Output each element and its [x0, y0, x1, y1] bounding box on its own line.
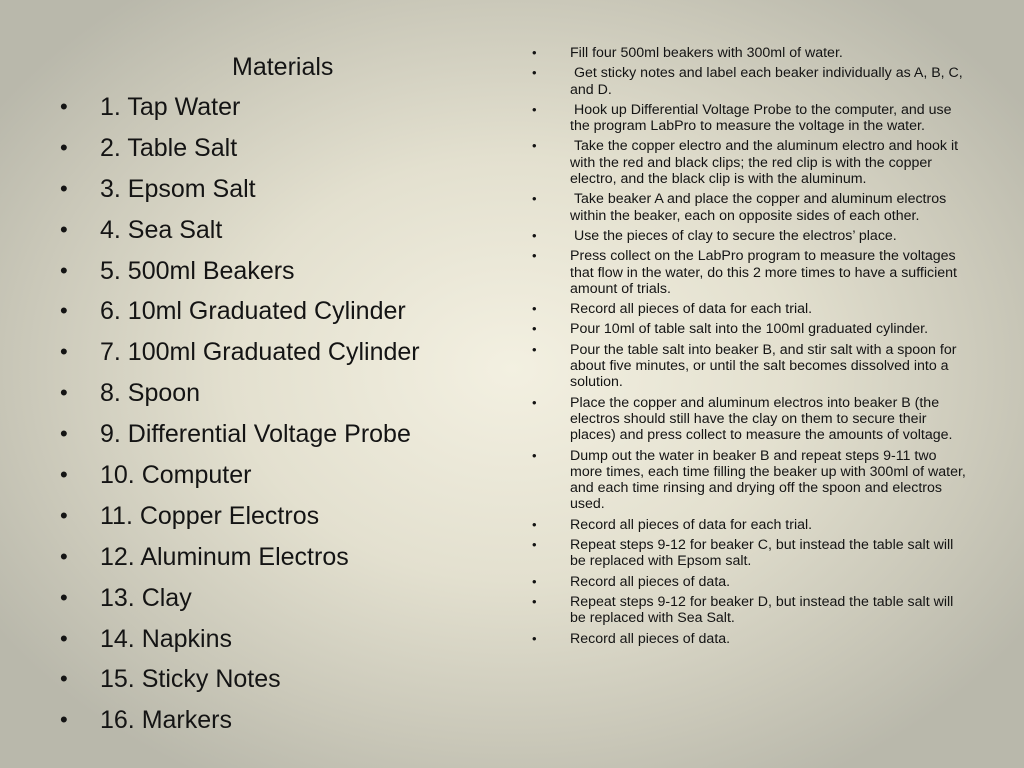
- bullet-icon: •: [60, 380, 68, 406]
- bullet-icon: •: [532, 341, 537, 357]
- procedure-step: [530, 65, 970, 98]
- bullet-icon: •: [532, 630, 537, 646]
- materials-item-text: 13. Clay: [100, 583, 192, 612]
- procedure-step: [530, 631, 970, 647]
- materials-item-text: 16. Markers: [100, 706, 232, 735]
- materials-title: Materials: [232, 53, 334, 81]
- materials-list-item: [58, 537, 498, 578]
- bullet-icon: •: [532, 45, 537, 60]
- bullet-icon: •: [60, 584, 68, 610]
- bullet-icon: •: [60, 257, 68, 283]
- procedure-step: [530, 594, 970, 627]
- bullet-icon: •: [60, 666, 68, 692]
- materials-item-text: 11. Copper Electros: [100, 501, 320, 530]
- materials-list-item: [58, 251, 498, 292]
- procedure-step: [530, 321, 970, 337]
- bullet-icon: •: [60, 216, 68, 242]
- materials-item-text: 14. Napkins: [100, 624, 233, 653]
- procedure-step-text: Hook up Differential Voltage Probe to the computer, and use the program LabPro to measure the voltage in the water.: [570, 101, 956, 135]
- procedure-step-text: Record all pieces of data for each trial.: [570, 516, 813, 533]
- procedure-step: [530, 191, 970, 224]
- materials-list-item: [58, 332, 498, 373]
- bullet-icon: •: [532, 138, 537, 154]
- bullet-icon: •: [60, 543, 68, 569]
- bullet-icon: •: [532, 573, 537, 589]
- procedure-step-text: Repeat steps 9-12 for beaker C, but instead the table salt will be replaced with Epsom salt.: [570, 537, 958, 570]
- materials-item-text: 3. Epsom Salt: [100, 174, 256, 203]
- materials-list-item: [58, 496, 498, 537]
- bullet-icon: •: [532, 101, 537, 117]
- bullet-icon: •: [60, 462, 68, 488]
- materials-list: [58, 87, 498, 741]
- materials-list-item: [58, 87, 498, 128]
- bullet-icon: •: [532, 593, 537, 609]
- materials-list-item: [58, 291, 498, 332]
- procedure-steps-list: [530, 45, 970, 651]
- materials-list-item: [58, 169, 498, 210]
- procedure-step-text: Get sticky notes and label each beaker individually as A, B, C, and D.: [570, 65, 967, 98]
- materials-item-text: 6. 10ml Graduated Cylinder: [100, 297, 406, 326]
- materials-item-text: 2. Table Salt: [100, 133, 238, 162]
- procedure-step: [530, 517, 970, 533]
- procedure-step: [530, 301, 970, 317]
- procedure-step-text: Take the copper electro and the aluminum electro and hook it with the red and black clips; the red clip is with the copper electro, and the black clip is with the aluminum.: [570, 138, 962, 188]
- bullet-icon: •: [532, 191, 537, 207]
- procedure-step-text: Fill four 500ml beakers with 300ml of water.: [570, 45, 843, 61]
- materials-list-item: [58, 210, 498, 251]
- procedure-step: [530, 45, 970, 61]
- materials-list-item: [58, 659, 498, 700]
- procedure-step: [530, 395, 970, 444]
- procedure-step-text: Place the copper and aluminum electros into beaker B (the electros should still have the clay on them to secure their places) and press collect to measure the amounts of voltage.: [570, 394, 953, 444]
- procedure-step: [530, 102, 970, 135]
- materials-item-text: 7. 100ml Graduated Cylinder: [100, 338, 420, 367]
- procedure-step-text: Repeat steps 9-12 for beaker D, but instead the table salt will be replaced with Sea Salt.: [570, 593, 958, 627]
- bullet-icon: •: [60, 502, 68, 528]
- materials-item-text: 10. Computer: [100, 461, 252, 490]
- materials-item-text: 5. 500ml Beakers: [100, 256, 295, 285]
- procedure-step-text: Pour the table salt into beaker B, and stir salt with a spoon for about five minutes, or until the salt becomes dissolved into a solution.: [570, 341, 961, 391]
- bullet-icon: •: [60, 94, 68, 119]
- materials-item-text: 15. Sticky Notes: [100, 665, 281, 694]
- procedure-step-text: Record all pieces of data.: [570, 573, 731, 590]
- bullet-icon: •: [60, 175, 68, 201]
- bullet-icon: •: [532, 301, 537, 317]
- materials-list-item: [58, 578, 498, 619]
- bullet-icon: •: [60, 339, 68, 365]
- procedure-step: [530, 228, 970, 244]
- procedure-step-text: Take beaker A and place the copper and aluminum electros within the beaker, each on opposite sides of each other.: [570, 191, 951, 224]
- materials-list-item: [58, 128, 498, 169]
- procedure-step-text: Pour 10ml of table salt into the 100ml graduated cylinder.: [570, 321, 929, 338]
- bullet-icon: •: [60, 707, 68, 733]
- procedure-step-text: Dump out the water in beaker B and repeat steps 9-11 two more times, each time filling the beaker up with 300ml of water, and each time rinsing and drying off the spoon and electros used.: [570, 447, 970, 513]
- materials-item-text: 8. Spoon: [100, 379, 201, 408]
- materials-item-text: 1. Tap Water: [100, 93, 241, 121]
- procedure-step-text: Record all pieces of data.: [570, 630, 731, 647]
- procedure-step: [530, 574, 970, 590]
- bullet-icon: •: [532, 321, 537, 337]
- bullet-icon: •: [60, 421, 68, 447]
- procedure-step-text: Use the pieces of clay to secure the electros’ place.: [570, 227, 897, 244]
- procedure-step: [530, 138, 970, 187]
- bullet-icon: •: [60, 625, 68, 651]
- materials-item-text: 4. Sea Salt: [100, 215, 223, 244]
- bullet-icon: •: [532, 248, 537, 264]
- materials-list-item: [58, 373, 498, 414]
- materials-list-item: [58, 700, 498, 741]
- materials-list-item: [58, 619, 498, 660]
- bullet-icon: •: [532, 65, 537, 81]
- bullet-icon: •: [532, 227, 537, 243]
- bullet-icon: •: [532, 447, 537, 463]
- procedure-step: [530, 248, 970, 297]
- procedure-step: [530, 537, 970, 570]
- procedure-step: [530, 448, 970, 513]
- bullet-icon: •: [532, 394, 537, 410]
- materials-item-text: 12. Aluminum Electros: [100, 542, 349, 571]
- procedure-step: [530, 342, 970, 391]
- bullet-icon: •: [532, 516, 537, 532]
- materials-item-text: 9. Differential Voltage Probe: [100, 420, 411, 449]
- procedure-step-text: Press collect on the LabPro program to measure the voltages that flow in the water, do this 2 more times to have a sufficient amount of trials.: [570, 248, 961, 297]
- materials-list-item: [58, 414, 498, 455]
- bullet-icon: •: [532, 537, 537, 553]
- bullet-icon: •: [60, 134, 68, 160]
- materials-list-item: [58, 455, 498, 496]
- bullet-icon: •: [60, 298, 68, 324]
- procedure-step-text: Record all pieces of data for each trial.: [570, 301, 813, 318]
